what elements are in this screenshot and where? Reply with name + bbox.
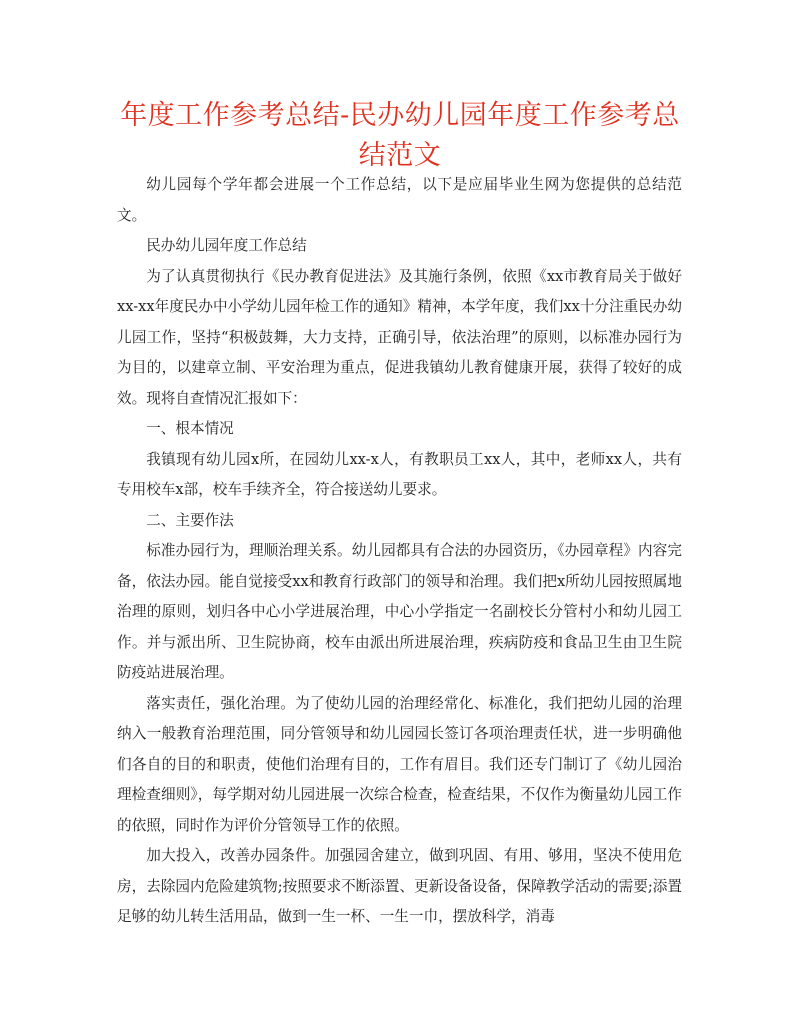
document-body xyxy=(117,170,682,933)
body-paragraph: 标准办园行为，理顺治理关系。幼儿园都具有合法的办园资历，《办园章程》内容完备，依法办园。能自觉接受xx和教育行政部门的领导和治理。我们把x所幼儿园按照属地治理的原则，划归各中心小学进展治理，中心小学指定一名副校长分管村小和幼儿园工作。并与派出所、卫生院协商，校车由派出所进展治理，疾病防疫和食品卫生由卫生院防疫站进展治理。 xyxy=(117,542,682,681)
document-title: 年度工作参考总结-民办幼儿园年度工作参考总结范文 xyxy=(120,100,680,171)
section-heading-basic: 一、根本情况 xyxy=(146,420,234,437)
intro-paragraph: 幼儿园每个学年都会进展一个工作总结，以下是应届毕业生网为您提供的总结范文。 xyxy=(117,176,682,224)
section-heading-methods: 二、主要作法 xyxy=(146,511,234,529)
body-paragraph: 为了认真贯彻执行《民办教育促进法》及其施行条例，依照《xx市教育局关于做好xx-xx年度民办中小学幼儿园年检工作的通知》精神，本学年度，我们xx十分注重民办幼儿园工作，坚持“积极鼓舞，大力支持，正确引导，依法治理”的原则，以标准办园行为为目的，以建章立制、平安治理为重点，促进我镇幼儿教育健康开展，获得了较好的成效。现将自查情况汇报如下： xyxy=(117,267,682,407)
subtitle-paragraph: 民办幼儿园年度工作总结 xyxy=(146,237,307,254)
body-paragraph: 加大投入，改善办园条件。加强园舍建立，做到巩固、有用、够用，坚决不使用危房，去除园内危险建筑物;按照要求不断添置、更新设备设备，保障教学活动的需要;添置足够的幼儿转生活用品，做到一生一杯、一生一巾，摆放科学，消毒 xyxy=(117,847,682,925)
body-paragraph: 我镇现有幼儿园x所，在园幼儿xx-x人，有教职员工xx人，其中，老师xx人，共有专用校车x部，校车手续齐全，符合接送幼儿要求。 xyxy=(117,450,682,498)
body-paragraph: 落实责任，强化治理。为了使幼儿园的治理经常化、标准化，我们把幼儿园的治理纳入一般教育治理范围，同分管领导和幼儿园园长签订各项治理责任状，进一步明确他们各自的目的和职责，使他们治理有目的，工作有眉目。我们还专门制订了《幼儿园治理检查细则》，每学期对幼儿园进展一次综合检查，检查结果，不仅作为衡量幼儿园工作的依照，同时作为评价分管领导工作的依照。 xyxy=(117,694,682,834)
